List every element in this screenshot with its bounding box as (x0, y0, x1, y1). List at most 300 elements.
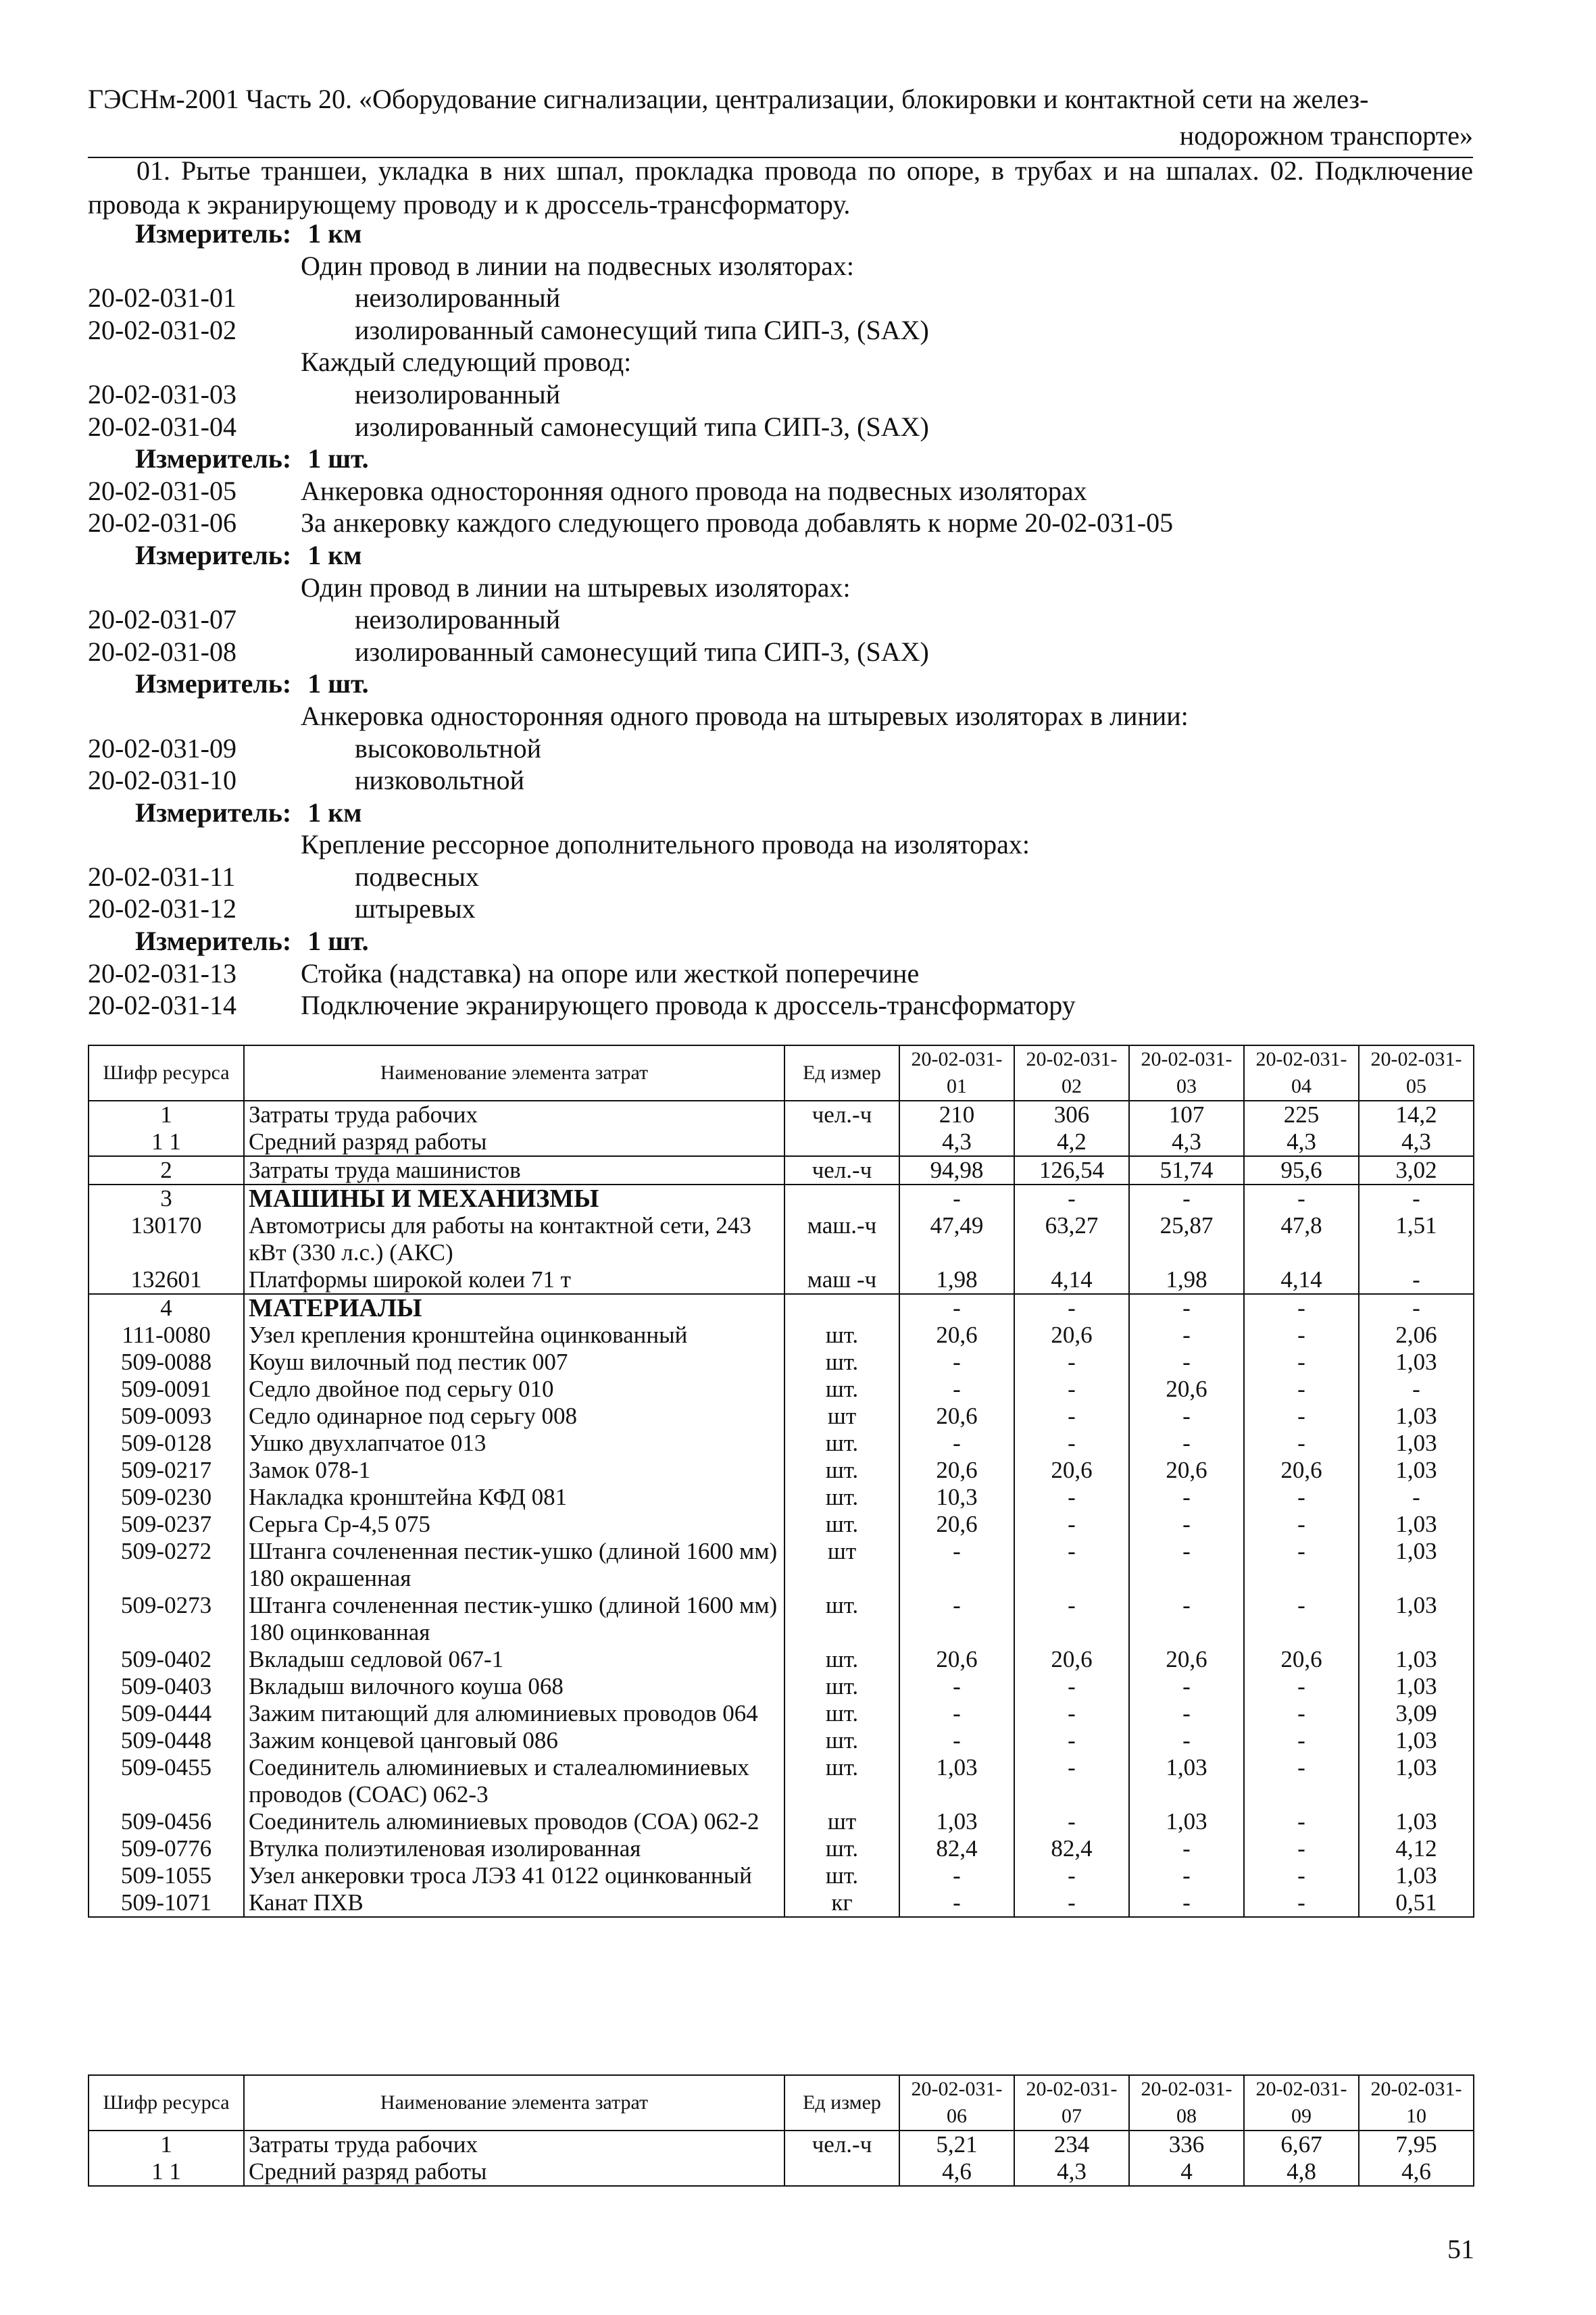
resource-table-1 (88, 1045, 1474, 1918)
norm-value: 4,14 (1244, 1266, 1359, 1294)
norm-value: - (1014, 1185, 1129, 1212)
norm-code: 20-02-031-09 (88, 732, 236, 764)
group-text: Анкеровка односторонняя одного провода на штыревых изоляторах в линии: (301, 700, 1189, 731)
resource-unit (784, 1185, 899, 1212)
norm-value: 20,6 (1014, 1457, 1129, 1484)
norm-value: 4,3 (1244, 1128, 1359, 1156)
norm-desc: неизолированный (355, 282, 561, 314)
resource-unit: шт (784, 1808, 899, 1835)
norm-value: - (1129, 1294, 1244, 1322)
table-row (89, 1754, 1474, 1808)
norm-value: 4,3 (1014, 2158, 1129, 2186)
resource-name: Соединитель алюминиевых и сталеалюминиевых проводов (СОАС) 062-3 (244, 1754, 784, 1808)
table-row (89, 1185, 1474, 1212)
measure-line (88, 668, 1473, 700)
resource-name: Канат ПХВ (244, 1889, 784, 1917)
measure-line (88, 797, 1473, 829)
resource-name: Средний разряд работы (244, 2158, 784, 2186)
resource-unit: шт. (784, 1673, 899, 1700)
resource-name: Зажим питающий для алюминиевых проводов 064 (244, 1700, 784, 1727)
resource-unit: шт. (784, 1376, 899, 1403)
resource-code: 111-0080 (89, 1322, 244, 1349)
resource-unit: шт. (784, 1727, 899, 1754)
norm-value: 0,51 (1359, 1889, 1474, 1917)
norm-value: 306 (1014, 1101, 1129, 1128)
resource-code: 1 1 (89, 2158, 244, 2186)
norm-value: 20,6 (899, 1403, 1014, 1430)
norm-desc: высоковольтной (355, 732, 541, 764)
norm-value: - (1014, 1727, 1129, 1754)
norm-value: - (1244, 1403, 1359, 1430)
resource-unit: чел.-ч (784, 1101, 899, 1128)
norm-value: - (1014, 1349, 1129, 1376)
col-header-norm: 20-02-031-07 (1014, 2075, 1129, 2131)
norm-desc: низковольтной (355, 765, 525, 796)
norm-value: 1,03 (1129, 1754, 1244, 1808)
norm-value: 4,6 (899, 2158, 1014, 2186)
measure-label: Измеритель: (135, 539, 292, 570)
resource-unit: шт. (784, 1511, 899, 1538)
norm-value: 1,03 (1359, 1349, 1474, 1376)
resource-name: Серьга Ср-4,5 075 (244, 1511, 784, 1538)
norm-value: - (1244, 1808, 1359, 1835)
norm-code: 20-02-031-14 (88, 990, 236, 1021)
norm-value: - (899, 1185, 1014, 1212)
norm-value: - (1244, 1349, 1359, 1376)
norm-value: - (1244, 1322, 1359, 1349)
resource-unit: шт. (784, 1592, 899, 1646)
norm-code: 20-02-031-08 (88, 636, 236, 667)
norm-value: - (1129, 1484, 1244, 1511)
norm-value: - (1014, 1889, 1129, 1917)
norm-value: 20,6 (899, 1511, 1014, 1538)
norm-value: 95,6 (1244, 1156, 1359, 1185)
resource-code: 509-0776 (89, 1835, 244, 1862)
measure-label: Измеритель: (135, 797, 292, 828)
norm-value: 1,03 (1359, 1457, 1474, 1484)
norm-value: 4,2 (1014, 1128, 1129, 1156)
col-header-norm: 20-02-031-01 (899, 1045, 1014, 1101)
norm-value: 1,03 (1359, 1430, 1474, 1457)
table-row (89, 1808, 1474, 1835)
resource-code: 509-1055 (89, 1862, 244, 1889)
resource-name: Средний разряд работы (244, 1128, 784, 1156)
norm-value: 1,03 (1359, 1727, 1474, 1754)
table-row (89, 1700, 1474, 1727)
table-row (89, 1646, 1474, 1673)
measure-value: 1 км (307, 218, 362, 249)
norm-value: 20,6 (899, 1646, 1014, 1673)
resource-code: 509-0444 (89, 1700, 244, 1727)
resource-name: Автомотрисы для работы на контактной сети, 243 кВт (330 л.с.) (АКС) (244, 1212, 784, 1266)
norm-value: 1,51 (1359, 1212, 1474, 1266)
resource-unit (784, 2158, 899, 2186)
norm-value: 10,3 (899, 1484, 1014, 1511)
resource-code: 509-0402 (89, 1646, 244, 1673)
norm-code: 20-02-031-01 (88, 282, 236, 314)
norm-value: - (1129, 1403, 1244, 1430)
norm-desc: неизолированный (355, 378, 561, 409)
resource-name: Узел крепления кронштейна оцинкованный (244, 1322, 784, 1349)
col-header-norm: 20-02-031-04 (1244, 1045, 1359, 1101)
norm-value: - (1014, 1538, 1129, 1592)
resource-unit: шт. (784, 1349, 899, 1376)
norm-value: - (899, 1673, 1014, 1700)
resource-code: 509-0088 (89, 1349, 244, 1376)
norm-row (88, 764, 1473, 797)
table-row (89, 1430, 1474, 1457)
norm-value: 47,8 (1244, 1212, 1359, 1266)
resource-name: Затраты труда рабочих (244, 2131, 784, 2158)
norm-value: 1,03 (1359, 1808, 1474, 1835)
resource-code: 509-0237 (89, 1511, 244, 1538)
resource-code: 3 (89, 1185, 244, 1212)
norm-row (88, 989, 1473, 1022)
norm-value: - (1244, 1673, 1359, 1700)
resource-name: Ушко двухлапчатое 013 (244, 1430, 784, 1457)
table-row (89, 1376, 1474, 1403)
resource-table-2 (88, 2074, 1474, 2187)
resource-code: 509-0273 (89, 1592, 244, 1646)
table-row (89, 1889, 1474, 1917)
norm-value: 20,6 (1014, 1646, 1129, 1673)
norm-row (88, 603, 1473, 636)
resource-unit: шт. (784, 1646, 899, 1673)
table-row (89, 1322, 1474, 1349)
norm-value: - (1014, 1592, 1129, 1646)
norm-value: 1,03 (1359, 1754, 1474, 1808)
norm-row (88, 411, 1473, 443)
group-text: Крепление рессорное дополнительного провода на изоляторах: (301, 829, 1030, 860)
norm-value: 5,21 (899, 2131, 1014, 2158)
resource-name: Зажим концевой цанговый 086 (244, 1727, 784, 1754)
resource-name: Вкладыш вилочного коуша 068 (244, 1673, 784, 1700)
norm-value: 126,54 (1014, 1156, 1129, 1185)
norm-value: - (1359, 1185, 1474, 1212)
resource-unit: маш -ч (784, 1266, 899, 1294)
resource-code: 130170 (89, 1212, 244, 1266)
resource-name: МАШИНЫ И МЕХАНИЗМЫ (244, 1185, 784, 1212)
resource-name: Замок 078-1 (244, 1457, 784, 1484)
norm-value: 4,3 (899, 1128, 1014, 1156)
col-header-name: Наименование элемента затрат (244, 1045, 784, 1101)
group-heading (88, 572, 1473, 604)
norm-row (88, 893, 1473, 925)
norm-value: 1,98 (899, 1266, 1014, 1294)
norm-value: - (1129, 1511, 1244, 1538)
norm-code: 20-02-031-11 (88, 861, 236, 892)
norm-value: 20,6 (1244, 1457, 1359, 1484)
norm-desc: неизолированный (355, 604, 561, 635)
col-header-norm: 20-02-031-06 (899, 2075, 1014, 2131)
resource-code: 1 (89, 1101, 244, 1128)
work-composition: 01. Рытье траншеи, укладка в них шпал, прокладка провода по опоре, в трубах и на шпалах. 02. Подключение провода к экранирующему проводу и к дроссель-трансформатору. (88, 155, 1473, 220)
group-heading (88, 700, 1473, 732)
table-row (89, 1727, 1474, 1754)
norm-value: 4,6 (1359, 2158, 1474, 2186)
norm-value: 1,03 (1359, 1538, 1474, 1592)
norm-value: 20,6 (899, 1457, 1014, 1484)
norm-value: - (899, 1294, 1014, 1322)
norm-value: - (1014, 1808, 1129, 1835)
norm-value: - (1244, 1889, 1359, 1917)
measure-label: Измеритель: (135, 443, 292, 474)
norm-row (88, 282, 1473, 314)
norm-row (88, 314, 1473, 347)
resource-name: Соединитель алюминиевых проводов (СОА) 062-2 (244, 1808, 784, 1835)
norm-value: 51,74 (1129, 1156, 1244, 1185)
table-row (89, 1349, 1474, 1376)
norm-value: - (899, 1376, 1014, 1403)
norm-value: - (899, 1889, 1014, 1917)
norm-value: 20,6 (1129, 1646, 1244, 1673)
norm-value: - (1244, 1538, 1359, 1592)
norm-value: - (1244, 1727, 1359, 1754)
col-header-norm: 20-02-031-05 (1359, 1045, 1474, 1101)
norm-value: - (1244, 1511, 1359, 1538)
col-header-unit: Ед измер (784, 2075, 899, 2131)
norm-value: - (1014, 1294, 1129, 1322)
norm-value: - (1129, 1673, 1244, 1700)
group-heading (88, 250, 1473, 282)
norm-desc: Стойка (надставка) на опоре или жесткой поперечине (301, 957, 920, 989)
table-row (89, 1484, 1474, 1511)
resource-name: Платформы широкой колеи 71 т (244, 1266, 784, 1294)
norm-value: 4,14 (1014, 1266, 1129, 1294)
norm-desc: изолированный самонесущий типа СИП-3, (SAX) (355, 411, 929, 442)
resource-code: 4 (89, 1294, 244, 1322)
norm-value: 210 (899, 1101, 1014, 1128)
table-row (89, 1212, 1474, 1266)
norm-value: - (899, 1430, 1014, 1457)
resource-name: Коуш вилочный под пестик 007 (244, 1349, 784, 1376)
resource-unit: чел.-ч (784, 2131, 899, 2158)
table-row (89, 1156, 1474, 1185)
resource-unit: кг (784, 1889, 899, 1917)
measure-line (88, 925, 1473, 957)
table-row (89, 1294, 1474, 1322)
resource-code: 1 1 (89, 1128, 244, 1156)
col-header-norm: 20-02-031-09 (1244, 2075, 1359, 2131)
norm-code: 20-02-031-07 (88, 604, 236, 635)
resource-name: Седло одинарное под серьгу 008 (244, 1403, 784, 1430)
group-text: Один провод в линии на штыревых изоляторах: (301, 572, 851, 603)
resource-name: Втулка полиэтиленовая изолированная (244, 1835, 784, 1862)
resource-code: 509-0093 (89, 1403, 244, 1430)
page-header (88, 81, 1473, 158)
resource-name: МАТЕРИАЛЫ (244, 1294, 784, 1322)
norm-value: 1,03 (899, 1754, 1014, 1808)
table-header-row (89, 1045, 1474, 1101)
resource-code: 509-0272 (89, 1538, 244, 1592)
norm-code: 20-02-031-10 (88, 765, 236, 796)
table-row (89, 1128, 1474, 1156)
norm-value: - (1244, 1592, 1359, 1646)
resource-name: Штанга сочлененная пестик-ушко (длиной 1600 мм) 180 оцинкованная (244, 1592, 784, 1646)
norm-value: 20,6 (1244, 1646, 1359, 1673)
norm-value: - (1129, 1835, 1244, 1862)
resource-name: Затраты труда рабочих (244, 1101, 784, 1128)
page-number: 51 (1447, 2234, 1474, 2264)
norm-desc: изолированный самонесущий типа СИП-3, (SAX) (355, 636, 929, 667)
norm-code: 20-02-031-13 (88, 957, 236, 989)
resource-code: 2 (89, 1156, 244, 1185)
table-row (89, 2158, 1474, 2186)
norm-value: - (899, 1349, 1014, 1376)
norm-value: - (1129, 1322, 1244, 1349)
measure-line (88, 218, 1473, 250)
group-heading (88, 828, 1473, 861)
norm-value: 1,03 (1359, 1511, 1474, 1538)
norm-value: - (899, 1592, 1014, 1646)
norm-code: 20-02-031-03 (88, 378, 236, 409)
resource-code: 509-0456 (89, 1808, 244, 1835)
table-row (89, 1457, 1474, 1484)
resource-code: 509-0448 (89, 1727, 244, 1754)
norm-value: 1,03 (1359, 1646, 1474, 1673)
resource-unit: шт (784, 1403, 899, 1430)
resource-unit: маш.-ч (784, 1212, 899, 1266)
resource-code: 509-0455 (89, 1754, 244, 1808)
norm-value: 4,8 (1244, 2158, 1359, 2186)
norm-value: - (1014, 1403, 1129, 1430)
norm-value: 4 (1129, 2158, 1244, 2186)
measure-label: Измеритель: (135, 668, 292, 699)
table-row (89, 2131, 1474, 2158)
norm-value: 4,3 (1129, 1128, 1244, 1156)
table-row (89, 1403, 1474, 1430)
norm-value: - (1129, 1727, 1244, 1754)
norm-value: - (1244, 1376, 1359, 1403)
norm-list (88, 218, 1473, 1022)
norm-row (88, 636, 1473, 668)
col-header-code: Шифр ресурса (89, 1045, 244, 1101)
norm-value: - (1014, 1376, 1129, 1403)
table-row (89, 1673, 1474, 1700)
norm-code: 20-02-031-06 (88, 507, 236, 539)
norm-value: - (1014, 1700, 1129, 1727)
norm-desc: Анкеровка односторонняя одного провода на подвесных изоляторах (301, 475, 1087, 506)
norm-value: - (1359, 1266, 1474, 1294)
norm-value: 94,98 (899, 1156, 1014, 1185)
resource-code: 509-0091 (89, 1376, 244, 1403)
measure-line (88, 443, 1473, 475)
norm-row (88, 732, 1473, 765)
norm-value: - (1244, 1754, 1359, 1808)
resource-unit: шт. (784, 1430, 899, 1457)
col-header-norm: 20-02-031-08 (1129, 2075, 1244, 2131)
resource-unit (784, 1294, 899, 1322)
col-header-code: Шифр ресурса (89, 2075, 244, 2131)
table-row (89, 1592, 1474, 1646)
norm-value: - (1359, 1294, 1474, 1322)
resource-unit: чел.-ч (784, 1156, 899, 1185)
norm-value: - (899, 1727, 1014, 1754)
table-row (89, 1266, 1474, 1294)
norm-row (88, 475, 1473, 507)
measure-value: 1 км (307, 539, 362, 570)
col-header-norm: 20-02-031-03 (1129, 1045, 1244, 1101)
norm-value: - (1014, 1754, 1129, 1808)
resource-code: 509-0230 (89, 1484, 244, 1511)
table-row (89, 1835, 1474, 1862)
resource-name: Седло двойное под серьгу 010 (244, 1376, 784, 1403)
norm-value: - (899, 1700, 1014, 1727)
norm-value: - (1129, 1185, 1244, 1212)
norm-value: - (1014, 1511, 1129, 1538)
norm-row (88, 507, 1473, 539)
norm-value: 1,03 (1359, 1673, 1474, 1700)
resource-unit: шт. (784, 1862, 899, 1889)
norm-value: - (1129, 1430, 1244, 1457)
norm-row (88, 957, 1473, 990)
measure-label: Измеритель: (135, 926, 292, 957)
norm-value: - (1014, 1673, 1129, 1700)
norm-value: - (1244, 1484, 1359, 1511)
norm-value: - (899, 1538, 1014, 1592)
resource-unit: шт (784, 1538, 899, 1592)
norm-value: 14,2 (1359, 1101, 1474, 1128)
norm-value: 2,06 (1359, 1322, 1474, 1349)
norm-value: 1,03 (899, 1808, 1014, 1835)
norm-value: 1,03 (1359, 1862, 1474, 1889)
norm-value: - (1129, 1538, 1244, 1592)
norm-value: - (1014, 1430, 1129, 1457)
group-heading (88, 346, 1473, 378)
norm-desc: Подключение экранирующего провода к дроссель-трансформатору (301, 990, 1076, 1021)
norm-value: - (1129, 1592, 1244, 1646)
norm-value: 1,98 (1129, 1266, 1244, 1294)
header-line-1: ГЭСНм-2001 Часть 20. «Оборудование сигнализации, централизации, блокировки и контактной сети на желез- (88, 84, 1369, 114)
measure-value: 1 шт. (307, 443, 369, 474)
norm-value: - (1244, 1700, 1359, 1727)
measure-line (88, 539, 1473, 572)
norm-value: 63,27 (1014, 1212, 1129, 1266)
norm-value: 3,09 (1359, 1700, 1474, 1727)
norm-value: 1,03 (1129, 1808, 1244, 1835)
measure-value: 1 км (307, 797, 362, 828)
resource-unit: шт. (784, 1457, 899, 1484)
norm-value: - (1014, 1862, 1129, 1889)
norm-value: - (1359, 1376, 1474, 1403)
norm-value: - (1244, 1835, 1359, 1862)
resource-name: Затраты труда машинистов (244, 1156, 784, 1185)
norm-desc: За анкеровку каждого следующего провода добавлять к норме 20-02-031-05 (301, 507, 1174, 539)
col-header-unit: Ед измер (784, 1045, 899, 1101)
resource-unit (784, 1128, 899, 1156)
col-header-norm: 20-02-031-10 (1359, 2075, 1474, 2131)
resource-code: 1 (89, 2131, 244, 2158)
measure-value: 1 шт. (307, 926, 369, 957)
norm-value: 20,6 (899, 1322, 1014, 1349)
resource-name: Вкладыш седловой 067-1 (244, 1646, 784, 1673)
norm-value: 225 (1244, 1101, 1359, 1128)
resource-code: 509-1071 (89, 1889, 244, 1917)
resource-code: 509-0128 (89, 1430, 244, 1457)
norm-code: 20-02-031-04 (88, 411, 236, 442)
table-row (89, 1101, 1474, 1128)
norm-value: - (1129, 1889, 1244, 1917)
resource-unit: шт. (784, 1484, 899, 1511)
norm-desc: подвесных (355, 861, 480, 892)
norm-value: - (1014, 1484, 1129, 1511)
norm-value: 107 (1129, 1101, 1244, 1128)
norm-value: - (1244, 1185, 1359, 1212)
norm-code: 20-02-031-05 (88, 475, 236, 506)
norm-value: 82,4 (1014, 1835, 1129, 1862)
table-header-row (89, 2075, 1474, 2131)
norm-value: 82,4 (899, 1835, 1014, 1862)
